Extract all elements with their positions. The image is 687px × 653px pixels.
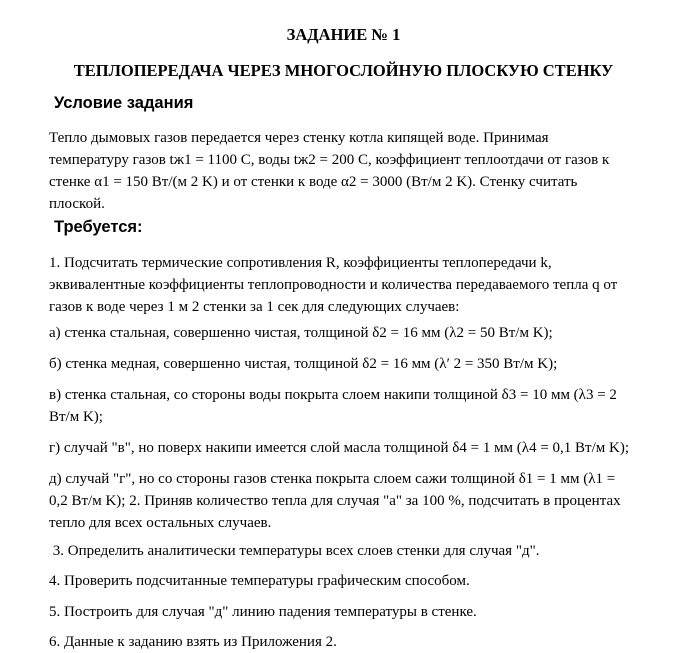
item-1-line: 1. Подсчитать термические сопротивления R, коэффициенты теплопередачи k, <box>49 255 552 271</box>
case-v: в) стенка стальная, со стороны воды покрыта слоем накипи толщиной δ3 = 10 мм (λ3 = 2 Вт/м K); <box>49 387 617 425</box>
item-6: 6. Данные к заданию взять из Приложения 2. <box>49 634 337 650</box>
document-title: ЗАДАНИЕ № 1 <box>286 25 401 44</box>
case-d: д) случай "г", но со стороны газов стенка покрыта слоем сажи толщиной δ1 = 1 мм (λ1 = 0,2 Вт/м K); 2. Приняв количество тепла для случая "а" за 100 %, подсчитать в процентах тепло для всех остальных случаев. <box>49 471 621 531</box>
condition-line: стенке α1 = 150 Вт/(м 2 K) и от стенки к воде α2 = 3000 (Вт/м 2 K). Стенку считать <box>49 174 578 190</box>
item-4: 4. Проверить подсчитанные температуры графическим способом. <box>49 573 470 589</box>
item-1-paragraph <box>49 252 679 318</box>
item-1-line: газов к воде через 1 м 2 стенки за 1 сек для следующих случаев: <box>49 299 460 315</box>
condition-line: плоской. <box>49 196 105 212</box>
condition-line: Тепло дымовых газов передается через стенку котла кипящей воде. Принимая <box>49 130 549 146</box>
condition-paragraph <box>49 127 679 215</box>
case-a: а) стенка стальная, совершенно чистая, толщиной δ2 = 16 мм (λ2 = 50 Вт/м K); <box>49 325 553 341</box>
item-3: 3. Определить аналитически температуры всех слоев стенки для случая "д". <box>49 543 540 559</box>
condition-heading: Условие задания <box>54 94 194 112</box>
required-heading: Требуется: <box>54 218 143 236</box>
case-g: г) случай "в", но поверх накипи имеется слой масла толщиной δ4 = 1 мм (λ4 = 0,1 Вт/м K); <box>49 440 629 456</box>
case-b: б) стенка медная, совершенно чистая, толщиной δ2 = 16 мм (λ′ 2 = 350 Вт/м K); <box>49 356 558 372</box>
item-1-line: эквивалентные коэффициенты теплопроводности и количества передаваемого тепла q от <box>49 277 618 293</box>
item-5: 5. Построить для случая "д" линию падения температуры в стенке. <box>49 604 477 620</box>
condition-line: температуру газов tж1 = 1100 C, воды tж2 = 200 C, коэффициент теплоотдачи от газов к <box>49 152 610 168</box>
document-subtitle: ТЕПЛОПЕРЕДАЧА ЧЕРЕЗ МНОГОСЛОЙНУЮ ПЛОСКУЮ СТЕНКУ <box>73 61 614 80</box>
